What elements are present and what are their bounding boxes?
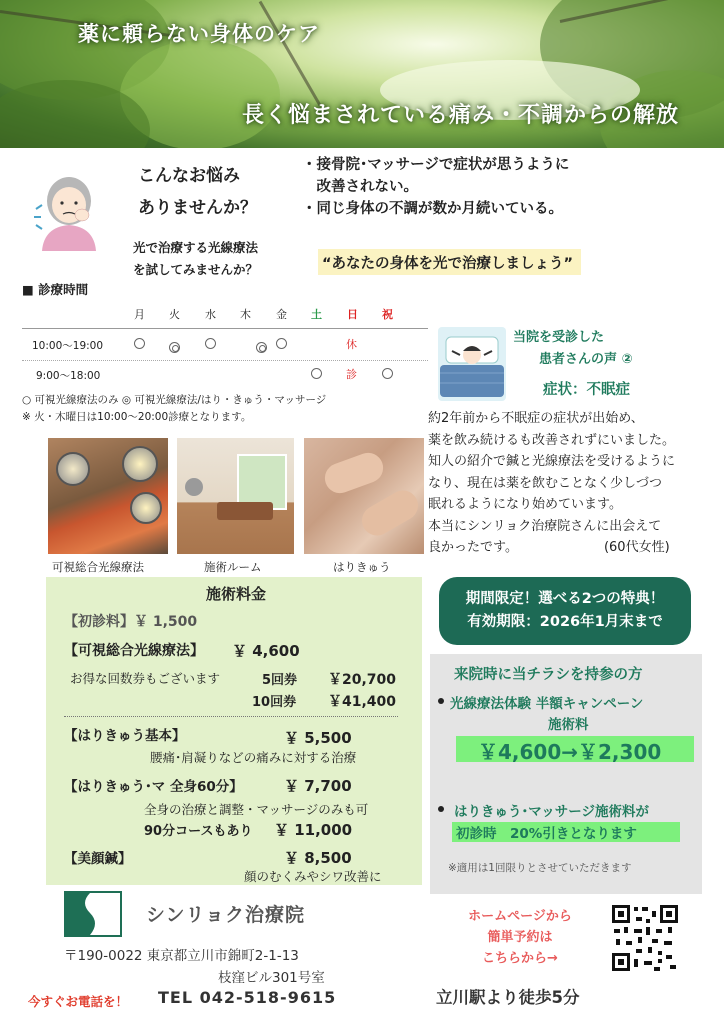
ticket5-price: ￥20,700: [328, 672, 397, 688]
hours-heading: ■ 診療時間: [22, 282, 89, 297]
hours-legend: ○ 可視光線療法のみ ◎ 可視光線療法/はり・きゅう・マッサージ: [22, 394, 327, 406]
access-info: 立川駅より徒歩5分: [436, 988, 580, 1007]
insomnia-illustration: [438, 327, 506, 401]
campaign-item2-line2: 初診時 20%引きとなります: [456, 826, 637, 842]
light-therapy-suggestion: [133, 237, 258, 281]
ticket-note: お得な回数券もございます: [70, 671, 221, 686]
clinic-logo: [64, 891, 122, 937]
beauty-desc: 顔のむくみやシワ改善に: [244, 869, 382, 884]
page-subtitle: 長く悩まされている痛み・不調からの解放: [242, 103, 680, 128]
closed-mark: 診: [346, 368, 357, 381]
voice-heading-line2: 患者さんの声 ②: [539, 352, 633, 367]
web-booking-text[interactable]: [450, 906, 590, 969]
qr-code[interactable]: [610, 903, 680, 973]
open-light-only: [311, 368, 322, 379]
campaign-item1-price: ￥4,600→￥2,300: [478, 740, 662, 764]
clinic-name: シンリョク治療院: [146, 904, 305, 926]
campaign-panel: [430, 654, 702, 894]
table-divider: [22, 328, 428, 329]
testimonial-line: 約2年前から不眠症の症状が出始め、: [428, 411, 644, 426]
ticket10-label: 10回券: [252, 695, 297, 710]
call-label: 今すぐお電話を！: [28, 994, 129, 1009]
bullet-dot: [438, 698, 444, 704]
worries-bullets: [302, 154, 569, 220]
full-label: 【はりきゅう･マ 全身60分】: [64, 779, 243, 795]
testimonial-last-line: [428, 537, 675, 559]
day-wed: 水: [205, 308, 216, 321]
day-tue: 火: [169, 308, 180, 321]
worries-question-line1: こんなお悩み: [138, 166, 240, 186]
clinic-phone[interactable]: TEL 042-518-9615: [158, 988, 337, 1007]
testimonial-line: 良かったです。: [428, 540, 518, 555]
campaign-item1-line1: 光線療法体験 半額キャンペーン: [450, 696, 644, 712]
voice-symptom: 症状：不眠症: [543, 382, 630, 398]
closed-mark: 休: [346, 338, 357, 351]
worries-bullet: ・同じ身体の不調が数か月続いている。: [302, 201, 563, 217]
clinic-address-line1: 〒190-0022 東京都立川市錦町2-1-13: [64, 948, 299, 964]
photo-light-therapy: [48, 438, 168, 554]
clinic-address-line2: 枝窪ビル301号室: [218, 970, 325, 986]
time-slot-weekend: 9:00〜18:00: [36, 370, 101, 382]
course90-price: ￥ 11,000: [274, 821, 353, 839]
campaign-item2-line1: はりきゅう･マッサージ施術料が: [454, 804, 649, 820]
photo-caption: 施術ルーム: [204, 560, 262, 574]
hero-banner: [0, 0, 724, 148]
acu-label: 【はりきゅう基本】: [64, 728, 186, 744]
hours-table: [22, 300, 428, 386]
web-line2: 簡単予約は: [487, 930, 553, 945]
price-first-visit: 【初診料】￥ 1,500: [64, 614, 198, 630]
day-fri: 金: [276, 308, 287, 321]
ticket10-price: ￥41,400: [328, 694, 397, 710]
table-divider: [22, 360, 428, 361]
page-title: 薬に頼らない身体のケア: [78, 22, 320, 46]
ticket5-label: 5回券: [262, 673, 298, 688]
price-light: ￥ 4,600: [232, 642, 300, 660]
day-sun: 日: [347, 308, 358, 321]
photo-caption: 可視総合光線療法: [52, 560, 144, 574]
suggestion-line1: 光で治療する光線療法: [133, 240, 259, 255]
price-light-label: 【可視総合光線療法】: [64, 643, 204, 659]
photo-caption: はりきゅう: [333, 560, 391, 574]
full-price: ￥ 7,700: [284, 777, 352, 795]
open-light-only: [382, 368, 393, 379]
price-title: 施術料金: [206, 585, 267, 603]
worried-person-illustration: [32, 165, 106, 251]
testimonial-line: なり、現在は薬を飲むことなく少しづつ: [428, 475, 663, 491]
open-light-only: [276, 338, 287, 349]
offer-line2: 有効期限：2026年1月末まで: [467, 614, 663, 630]
open-light-only: [134, 338, 145, 349]
voice-testimonial: [428, 408, 675, 559]
time-slot-weekday: 10:00〜19:00: [32, 340, 104, 352]
day-sat: 土: [311, 308, 322, 321]
bullet-dot: [438, 806, 444, 812]
testimonial-author: (60代女性): [603, 540, 670, 555]
worries-question-line2: ありませんか？: [138, 198, 257, 218]
acu-desc: 腰痛･肩凝りなどの痛みに対する治療: [150, 750, 357, 765]
photo-treatment-room: [177, 438, 294, 554]
worries-question: [138, 160, 257, 224]
campaign-title: 来院時に当チラシを持参の方: [454, 667, 643, 683]
campaign-item1-line2: 施術料: [548, 717, 589, 733]
course90-label: 90分コースもあり: [144, 824, 253, 839]
web-line1: ホームページから: [468, 909, 572, 924]
worries-bullet: 改善されない。: [302, 179, 418, 195]
voice-heading: [513, 327, 633, 371]
beauty-price: ￥ 8,500: [284, 849, 352, 867]
testimonial-line: 薬を飲み続けるも改善されずにいました。: [428, 432, 676, 448]
day-mon: 月: [134, 308, 145, 321]
web-line3: こちらから→: [482, 951, 558, 966]
testimonial-line: 知人の紹介で鍼と光線療法を受けるように: [428, 454, 676, 469]
healing-quote: “あなたの身体を光で治療しましょう”: [318, 249, 581, 275]
limited-offer-badge: [439, 577, 691, 645]
open-light-only: [205, 338, 216, 349]
hours-note: ※ 火・木曜日は10:00〜20:00診療となります。: [22, 411, 252, 423]
photo-acupuncture: [304, 438, 424, 554]
campaign-note: ※適用は1回限りとさせていただきます: [448, 862, 632, 874]
suggestion-line2: を試してみませんか？: [133, 262, 259, 277]
open-all-treatments: [256, 342, 267, 353]
acu-price: ￥ 5,500: [284, 729, 352, 747]
day-holiday: 祝: [382, 308, 393, 321]
open-all-treatments: [169, 342, 180, 353]
price-panel: [46, 577, 422, 885]
price-divider: [64, 716, 398, 717]
beauty-label: 【美顔鍼】: [64, 851, 132, 867]
worries-bullet: ・接骨院･マッサージで症状が思うように: [302, 157, 570, 173]
testimonial-line: 本当にシンリョク治療院さんに出会えて: [428, 518, 662, 534]
day-thu: 木: [240, 308, 251, 321]
full-desc: 全身の治療と調整・マッサージのみも可: [144, 802, 369, 817]
offer-line1: 期間限定！選べる2つの特典！: [465, 591, 665, 607]
testimonial-line: 眠れるようになり始めています。: [428, 497, 622, 512]
voice-heading-line1: 当院を受診した: [513, 330, 605, 345]
